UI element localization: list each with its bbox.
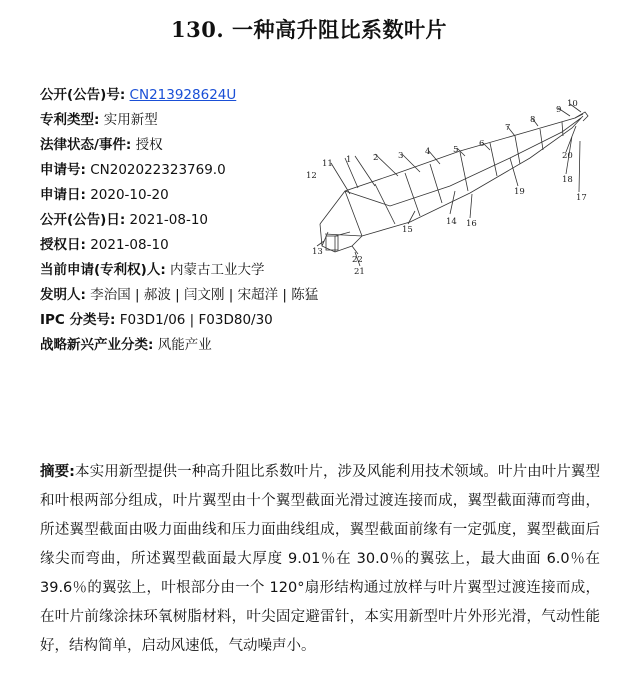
pub-date-row <box>40 208 300 233</box>
fig-label-11: 11 <box>322 159 333 169</box>
fig-label-7: 7 <box>505 123 511 133</box>
app-date-row <box>40 183 300 208</box>
grant-date-row <box>40 233 300 258</box>
ipc-label: IPC 分类号: <box>40 312 116 328</box>
fig-label-8: 8 <box>530 115 536 125</box>
grant-date-value: 2021-08-10 <box>90 237 169 253</box>
industry-label: 战略新兴产业分类: <box>40 337 154 353</box>
fig-label-21: 21 <box>354 267 365 276</box>
fig-label-12: 12 <box>306 171 317 181</box>
app-no-row <box>40 158 300 183</box>
root-flange <box>326 236 338 250</box>
fig-label-17: 17 <box>576 193 587 203</box>
status-value: 授权 <box>135 137 163 153</box>
inventors-row <box>40 283 319 308</box>
blade-patent-drawing <box>300 96 600 276</box>
status-row <box>40 133 300 158</box>
blade-mid-line <box>345 118 581 236</box>
pub-date-label: 公开(公告)日: <box>40 212 126 228</box>
fig-label-5: 5 <box>453 145 459 155</box>
inventors-label: 发明人: <box>40 287 86 303</box>
status-label: 法律状态/事件: <box>40 137 132 153</box>
ipc-value: F03D1/06 | F03D80/30 <box>119 312 273 328</box>
fig-label-2: 2 <box>373 153 379 163</box>
fig-label-19: 19 <box>514 187 525 197</box>
fig-label-18: 18 <box>562 175 573 185</box>
abstract-label: 摘要: <box>40 464 75 480</box>
fig-label-22: 22 <box>352 255 363 265</box>
fig-label-16: 16 <box>466 219 477 229</box>
inventors-value: 李治国 | 郝波 | 闫文刚 | 宋超洋 | 陈猛 <box>90 287 319 303</box>
industry-row <box>40 333 300 358</box>
pub-no-row <box>40 83 300 108</box>
fig-label-9: 9 <box>556 105 562 115</box>
grant-date-label: 授权日: <box>40 237 86 253</box>
fig-label-4: 4 <box>425 147 431 157</box>
applicant-row <box>40 258 300 283</box>
applicant-label: 当前申请(专利权)人: <box>40 262 166 278</box>
app-date-label: 申请日: <box>40 187 86 203</box>
abstract-text: 本实用新型提供一种高升阻比系数叶片，涉及风能利用技术领域。叶片由叶片翼型和叶根两部分组成，叶片翼型由十个翼型截面光滑过渡连接而成，翼型截面薄而弯曲，所述翼型截面由吸力面曲线和压力面曲线组成，翼型截面前缘有一定弧度，翼型截面后缘尖而弯曲，所述翼型截面最大厚度 9.01％在 30.0％的翼弦上，最大曲面 6.0％在 39.6％的翼弦上，叶根部分由一个 120°扇形结构通过放样与叶片翼型过渡连接而成，在叶片前缘涂抹环氧树脂材料，叶尖固定避雷针，本实用新型叶片外形光滑，气动性能好，结构简单，启动风速低，气动噪声小。 <box>40 464 600 654</box>
fig-label-15: 15 <box>402 225 413 235</box>
fig-label-10: 10 <box>567 99 578 109</box>
fig-label-3: 3 <box>398 151 404 161</box>
fig-label-6: 6 <box>479 139 485 149</box>
app-date-value: 2020-10-20 <box>90 187 169 203</box>
type-row <box>40 108 300 133</box>
type-label: 专利类型: <box>40 112 100 128</box>
fig-label-13: 13 <box>312 247 323 257</box>
fig-label-14: 14 <box>446 217 457 227</box>
fig-label-1: 1 <box>346 155 352 165</box>
blade-section-lines <box>375 122 563 224</box>
blade-tip <box>575 112 588 121</box>
fig-label-20: 20 <box>562 151 573 161</box>
ipc-row <box>40 308 300 333</box>
abstract <box>40 458 600 661</box>
pub-date-value: 2021-08-10 <box>129 212 209 228</box>
app-no-label: 申请号: <box>40 162 86 178</box>
industry-value: 风能产业 <box>157 337 212 353</box>
pub-no-label: 公开(公告)号: <box>40 87 126 103</box>
pub-no-link[interactable]: CN213928624U <box>129 87 237 103</box>
app-no-value: CN202022323769.0 <box>90 162 226 178</box>
applicant-value: 内蒙古工业大学 <box>170 262 265 278</box>
page-title: 130. 一种高升阻比系数叶片 <box>171 17 447 42</box>
type-value: 实用新型 <box>103 112 158 128</box>
